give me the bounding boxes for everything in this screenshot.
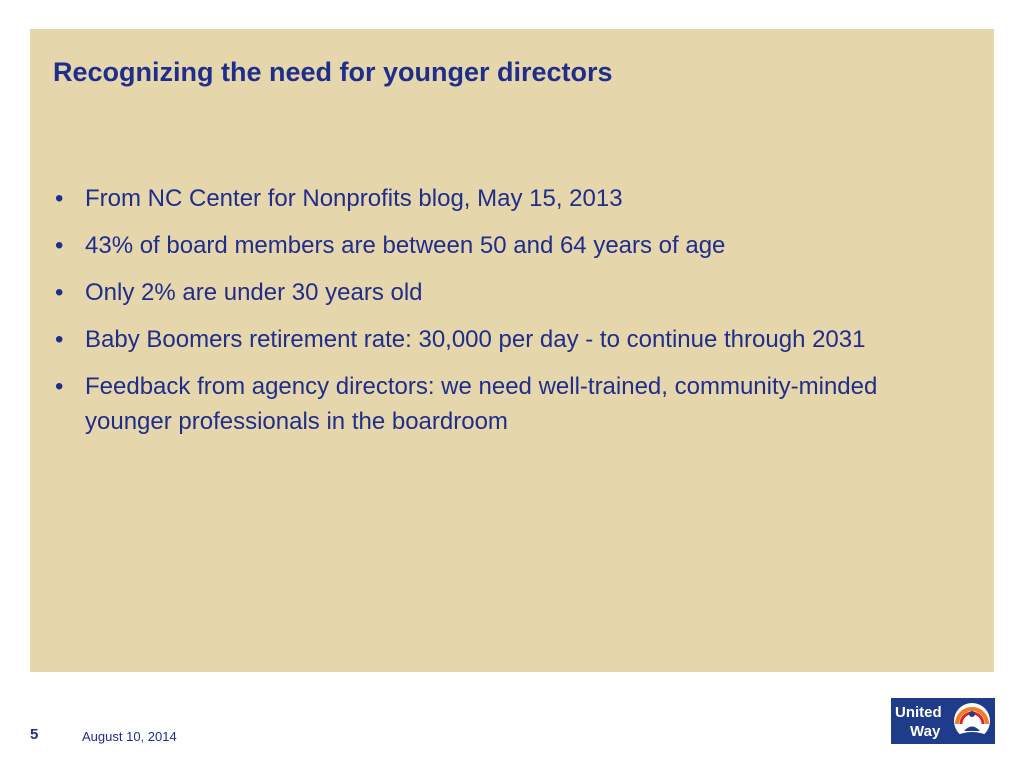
bullet-list (53, 181, 953, 451)
bullet-item (53, 228, 953, 263)
bullet-glyph: • (55, 326, 64, 353)
page-number: 5 (30, 726, 39, 743)
bullet-text: Only 2% are under 30 years old (85, 279, 423, 306)
bullet-glyph: • (55, 185, 64, 212)
hand-rainbow-icon (954, 703, 990, 739)
slide-title: Recognizing the need for younger directors (53, 57, 613, 87)
logo-text-united: United (895, 704, 942, 721)
bullet-text: 43% of board members are between 50 and 64 years of age (85, 232, 726, 259)
bullet-glyph: • (55, 373, 64, 400)
content-panel (30, 29, 994, 672)
bullet-text: Baby Boomers retirement rate: 30,000 per day - to continue through 2031 (85, 326, 866, 353)
bullet-text: From NC Center for Nonprofits blog, May 15, 2013 (85, 185, 623, 212)
logo-text-way: Way (910, 723, 941, 740)
bullet-text: Feedback from agency directors: we need well-trained, community-minded younger professionals in the boardroom (85, 373, 878, 435)
bullet-glyph: • (55, 232, 64, 259)
bullet-item (53, 322, 953, 357)
footer-date: August 10, 2014 (82, 729, 177, 744)
bullet-item (53, 275, 953, 310)
united-way-logo (891, 698, 995, 744)
bullet-item (53, 181, 953, 216)
bullet-item (53, 369, 953, 439)
bullet-glyph: • (55, 279, 64, 306)
